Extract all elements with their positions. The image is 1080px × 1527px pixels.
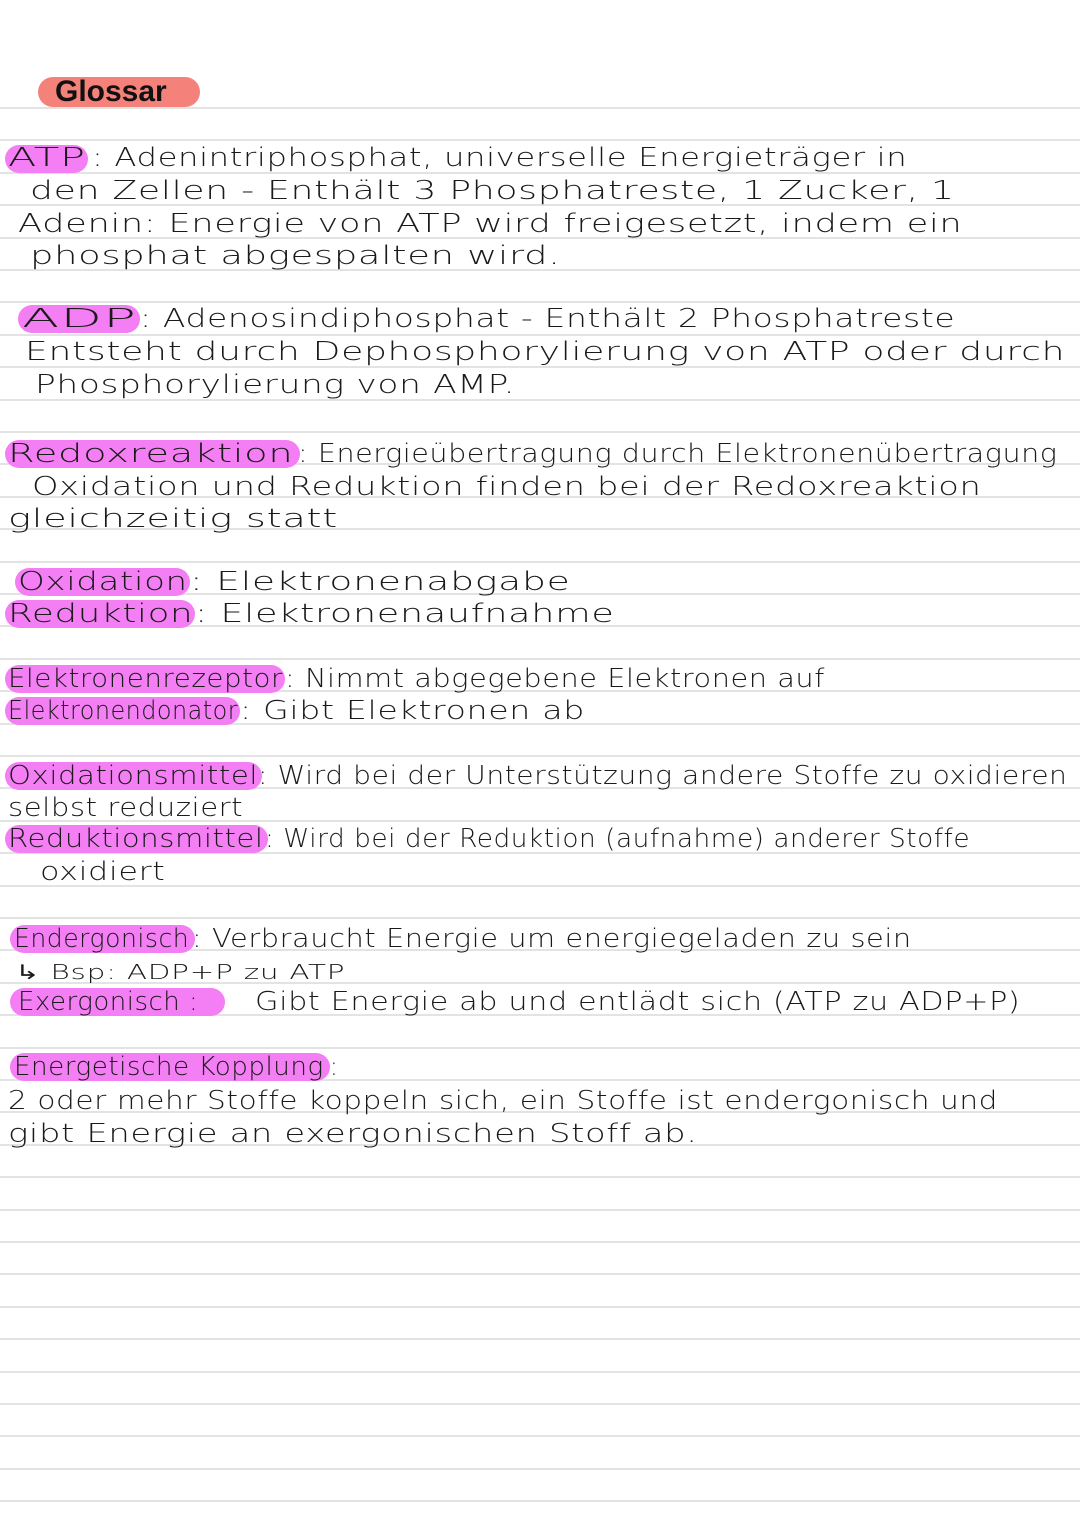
definition-line: : Energieübertragung durch Elektronenübertragung [298,439,1058,469]
rule-line [0,139,1080,141]
definition-line: Oxidation und Reduktion finden bei der Redoxreaktion [32,472,982,502]
definition-line: gibt Energie an exergonischen Stoff ab. [8,1119,698,1149]
rule-line [0,1176,1080,1178]
definition-line: den Zellen - Enthält 3 Phosphatreste, 1 Zucker, 1 [30,176,955,206]
definition-line: Phosphorylierung von AMP. [35,370,516,400]
example-line: ↳ Bsp: ADP+P zu ATP [15,960,346,984]
definition-line: Entsteht durch Dephosphorylierung von ATP oder durch [25,337,1066,367]
definition-line: : Adenosindiphosphat - Enthält 2 Phosphatreste [140,304,956,334]
rule-line [0,301,1080,303]
rule-line [0,1241,1080,1243]
rule-line [0,1403,1080,1405]
term-oxidationsmittel: Oxidationsmittel [8,761,259,791]
rule-line [0,334,1080,336]
definition-line: Gibt Energie ab und entlädt sich (ATP zu ADP+P) [255,987,1021,1017]
definition-line: selbst reduziert [8,793,244,823]
rule-line [0,561,1080,563]
definition-line: : Gibt Elektronen ab [240,696,585,726]
definition-line: : Adenintriphosphat, universelle Energieträger in [92,143,908,173]
term-redoxreaktion: Redoxreaktion [8,439,294,469]
rule-line [0,755,1080,757]
definition-line: : Elektronenabgabe [190,567,571,597]
rule-line [0,1209,1080,1211]
term-endergonisch: Endergonisch [14,924,190,954]
definition-line: gleichzeitig statt [8,504,339,534]
term-exergonisch: Exergonisch : [18,987,199,1017]
rule-line [0,1371,1080,1373]
term-atp: ATP [8,143,86,173]
term-adp: ADP [22,304,137,334]
term-elektronendonator: Elektronendonator [8,696,238,726]
rule-line [0,1435,1080,1437]
page-title: Glossar [55,75,167,108]
rule-line [0,658,1080,660]
definition-line: : Elektronenaufnahme [195,599,615,629]
definition-line: oxidiert [40,857,166,887]
rule-line [0,431,1080,433]
term-reduktionsmittel: Reduktionsmittel [8,824,264,854]
term-oxidation: Oxidation [18,567,188,597]
definition-line: Adenin: Energie von ATP wird freigesetzt, indem ein [18,209,963,239]
definition-line: : Verbraucht Energie um energiegeladen zu sein [192,924,912,954]
definition-line: phosphat abgespalten wird. [30,241,561,271]
rule-line [0,917,1080,919]
rule-line [0,1047,1080,1049]
rule-line [0,1306,1080,1308]
definition-line: : [330,1052,339,1082]
rule-line [0,1273,1080,1275]
rule-line [0,1500,1080,1502]
rule-line [0,1338,1080,1340]
rule-line [0,1468,1080,1470]
definition-line: 2 oder mehr Stoffe koppeln sich, ein Stoffe ist endergonisch und [8,1086,999,1116]
term-reduktion: Reduktion [8,599,194,629]
term-elektronenrezeptor: Elektronenrezeptor [8,664,283,694]
definition-line: : Wird bei der Reduktion (aufnahme) anderer Stoffe [265,824,971,854]
definition-line: : Nimmt abgegebene Elektronen auf [285,664,825,694]
definition-line: : Wird bei der Unterstützung andere Stoffe zu oxidieren [258,761,1068,791]
term-energetische-kopplung: Energetische Kopplung [14,1052,324,1082]
